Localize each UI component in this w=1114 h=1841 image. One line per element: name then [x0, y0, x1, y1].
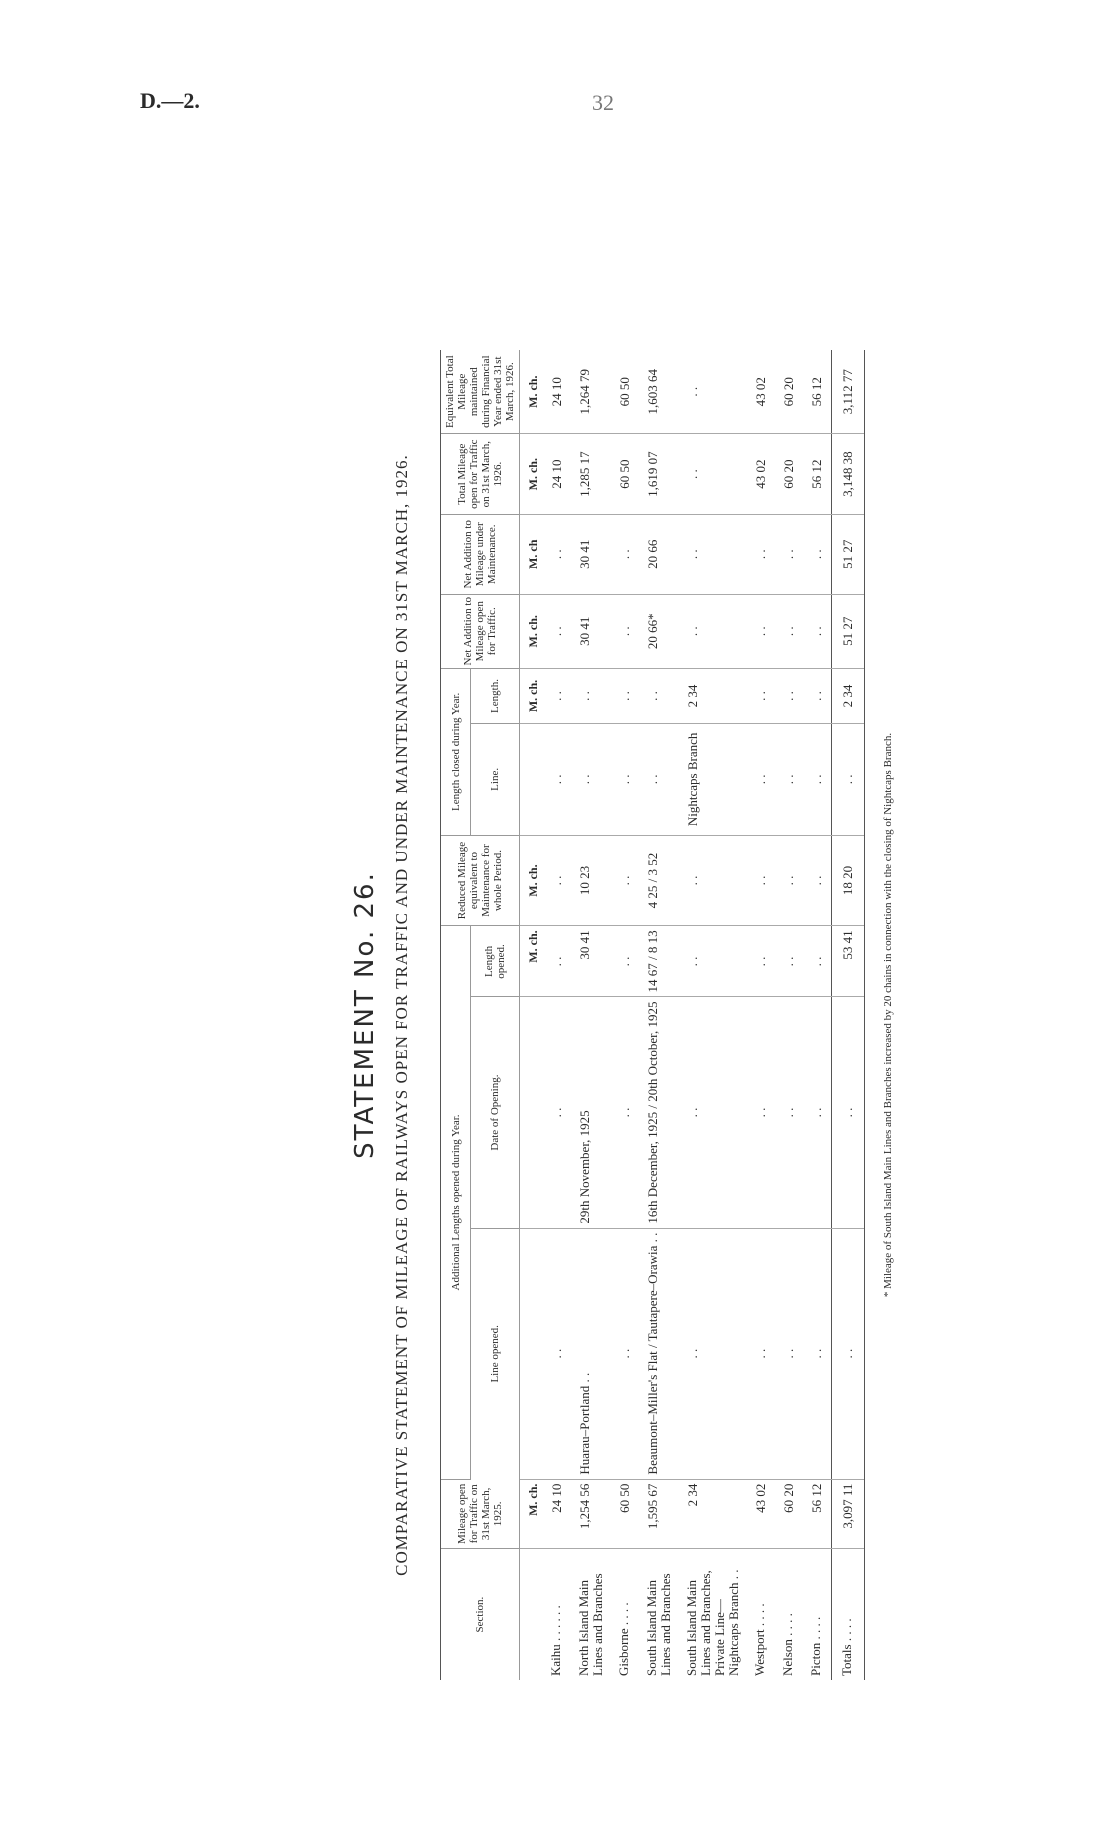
- section-name: Picton . . . .: [808, 1616, 823, 1676]
- cell: 24 10: [543, 1479, 571, 1549]
- cell: 2 34: [679, 668, 747, 723]
- cell: 1,264 79: [571, 350, 611, 434]
- cell: 18 20: [832, 835, 865, 926]
- cell: 1,285 17: [571, 434, 611, 515]
- section-name: South Island Main Lines and Branches: [644, 1573, 673, 1676]
- cell: 20 66: [639, 514, 679, 594]
- cell: . .: [679, 997, 747, 1228]
- header-date-opening: Date of Opening.: [471, 997, 520, 1228]
- cell: . .: [543, 926, 571, 997]
- cell: . .: [803, 724, 832, 836]
- cell: 51 27: [832, 514, 865, 594]
- table-row: [543, 350, 571, 1680]
- header-additional-group: Additional Lengths opened during Year.: [441, 926, 471, 1479]
- header-net-maint: Net Addition to Mileage under Maintenance.: [441, 514, 520, 594]
- cell: 30 41: [571, 514, 611, 594]
- cell: . .: [611, 724, 639, 836]
- header-mileage-1925: Mileage open for Traffic on 31st March, 1925.: [441, 1479, 520, 1549]
- cell: . .: [543, 835, 571, 926]
- cell: 3,112 77: [832, 350, 865, 434]
- cell: Huarau–Portland . .: [571, 1228, 611, 1479]
- cell: 16th December, 1925 / 20th October, 1925: [639, 997, 679, 1228]
- section-name: Nelson . . . .: [780, 1613, 795, 1676]
- table-row: [803, 350, 832, 1680]
- cell: 3,148 38: [832, 434, 865, 515]
- unit-cell: M. ch.: [520, 434, 544, 515]
- cell: 60 20: [775, 1479, 803, 1549]
- cell: . .: [775, 724, 803, 836]
- cell: . .: [611, 514, 639, 594]
- unit-cell: M. ch.: [520, 594, 544, 668]
- table-row: [571, 350, 611, 1680]
- cell: . .: [747, 997, 775, 1228]
- cell: 3,097 11: [832, 1479, 865, 1549]
- unit-cell: M. ch.: [520, 350, 544, 434]
- cell: 56 12: [803, 1479, 832, 1549]
- cell: . .: [679, 835, 747, 926]
- cell: 4 25 / 3 52: [639, 835, 679, 926]
- cell: 14 67 / 8 13: [639, 926, 679, 997]
- cell: . .: [543, 514, 571, 594]
- cell: . .: [832, 1228, 865, 1479]
- cell: 53 41: [832, 926, 865, 997]
- cell: . .: [775, 594, 803, 668]
- table-row: [775, 350, 803, 1680]
- cell: 51 27: [832, 594, 865, 668]
- cell: . .: [639, 724, 679, 836]
- unit-cell: M. ch: [520, 514, 544, 594]
- cell: . .: [803, 997, 832, 1228]
- cell: . .: [679, 1228, 747, 1479]
- cell: 10 23: [571, 835, 611, 926]
- cell: 60 20: [775, 350, 803, 434]
- cell: 56 12: [803, 350, 832, 434]
- header-length-opened: Length opened.: [471, 926, 520, 997]
- section-name: South Island Main Lines and Branches, Private Line—Nightcaps Branch . .: [684, 1569, 741, 1676]
- rotated-statement: [350, 350, 910, 1680]
- cell: 60 50: [611, 1479, 639, 1549]
- cell: 60 20: [775, 434, 803, 515]
- cell: . .: [775, 1228, 803, 1479]
- table-row: [639, 350, 679, 1680]
- statement-title: STATEMENT No. 26.: [350, 871, 380, 1159]
- cell: . .: [571, 668, 611, 723]
- unit-cell: M. ch.: [520, 926, 544, 997]
- cell: . .: [679, 514, 747, 594]
- cell: . .: [611, 1228, 639, 1479]
- section-name: North Island Main Lines and Branches: [576, 1573, 605, 1676]
- cell: . .: [611, 594, 639, 668]
- cell: . .: [803, 1228, 832, 1479]
- cell: 43 02: [747, 1479, 775, 1549]
- cell: 1,254 56: [571, 1479, 611, 1549]
- cell: . .: [775, 997, 803, 1228]
- table-row: [611, 350, 639, 1680]
- cell: 60 50: [611, 350, 639, 434]
- header-closed-line: Line.: [471, 724, 520, 836]
- cell: 30 41: [571, 926, 611, 997]
- totals-row: [832, 350, 865, 1680]
- cell: . .: [747, 1228, 775, 1479]
- cell: . .: [832, 997, 865, 1228]
- cell: . .: [679, 594, 747, 668]
- cell: Nightcaps Branch: [679, 724, 747, 836]
- header-closed-length: Length.: [471, 668, 520, 723]
- cell: 1,603 64: [639, 350, 679, 434]
- cell: 2 34: [679, 1479, 747, 1549]
- cell: . .: [571, 724, 611, 836]
- cell: 24 10: [543, 434, 571, 515]
- section-name: Westport . . . .: [752, 1603, 767, 1676]
- footnote: * Mileage of South Island Main Lines and Branches increased by 20 chains in connection with the closing of Nightcaps Branch.: [882, 732, 894, 1298]
- page-number: 32: [592, 90, 614, 115]
- cell: . .: [803, 514, 832, 594]
- document-reference: D.—2.: [140, 88, 200, 113]
- cell: . .: [747, 724, 775, 836]
- cell: . .: [679, 434, 747, 515]
- cell: 2 34: [832, 668, 865, 723]
- cell: . .: [611, 926, 639, 997]
- cell: . .: [611, 668, 639, 723]
- cell: . .: [747, 514, 775, 594]
- section-name: Gisborne . . . .: [616, 1602, 631, 1676]
- mileage-table: [440, 350, 865, 1680]
- cell: . .: [775, 668, 803, 723]
- cell: . .: [775, 514, 803, 594]
- cell: 56 12: [803, 434, 832, 515]
- cell: . .: [679, 350, 747, 434]
- cell: . .: [639, 668, 679, 723]
- cell: . .: [803, 835, 832, 926]
- cell: . .: [803, 926, 832, 997]
- unit-cell: M. ch.: [520, 835, 544, 926]
- unit-cell: M. ch.: [520, 668, 544, 723]
- cell: . .: [803, 668, 832, 723]
- cell: . .: [543, 594, 571, 668]
- cell: . .: [775, 926, 803, 997]
- unit-cell: M. ch.: [520, 1479, 544, 1549]
- header-reduced: Reduced Mileage equivalent to Maintenance for whole Period.: [441, 835, 520, 926]
- totals-label: Totals . . . .: [832, 1549, 865, 1680]
- cell: 43 02: [747, 350, 775, 434]
- header-equivalent: Equivalent Total Mileage maintained during Financial Year ended 31st March, 1926.: [441, 350, 520, 434]
- header-section: Section.: [441, 1549, 520, 1680]
- cell: . .: [543, 1228, 571, 1479]
- section-name: Kaihu . . . . . .: [548, 1605, 563, 1676]
- header-line-opened: Line opened.: [471, 1228, 520, 1479]
- cell: . .: [679, 926, 747, 997]
- cell: . .: [775, 835, 803, 926]
- cell: 60 50: [611, 434, 639, 515]
- cell: . .: [747, 835, 775, 926]
- cell: . .: [611, 997, 639, 1228]
- table-row: [679, 350, 747, 1680]
- cell: 29th November, 1925: [571, 997, 611, 1228]
- cell: 1,619 07: [639, 434, 679, 515]
- statement-subtitle: COMPARATIVE STATEMENT OF MILEAGE OF RAILWAYS OPEN FOR TRAFFIC AND UNDER MAINTENANCE ON 31ST MARCH, 1926.: [392, 454, 411, 1576]
- header-closed-group: Length closed during Year.: [441, 668, 471, 835]
- cell: Beaumont–Miller's Flat / Tautapere–Orawia . .: [639, 1228, 679, 1479]
- cell: . .: [747, 668, 775, 723]
- cell: . .: [832, 724, 865, 836]
- units-row: [520, 350, 544, 1680]
- cell: . .: [543, 668, 571, 723]
- header-total-1926: Total Mileage open for Traffic on 31st March, 1926.: [441, 434, 520, 515]
- cell: 43 02: [747, 434, 775, 515]
- cell: 1,595 67: [639, 1479, 679, 1549]
- header-net-traffic: Net Addition to Mileage open for Traffic.: [441, 594, 520, 668]
- cell: . .: [747, 926, 775, 997]
- cell: . .: [543, 997, 571, 1228]
- table-row: [747, 350, 775, 1680]
- cell: 20 66*: [639, 594, 679, 668]
- cell: . .: [611, 835, 639, 926]
- cell: 30 41: [571, 594, 611, 668]
- cell: . .: [543, 724, 571, 836]
- cell: . .: [803, 594, 832, 668]
- cell: . .: [747, 594, 775, 668]
- cell: 24 10: [543, 350, 571, 434]
